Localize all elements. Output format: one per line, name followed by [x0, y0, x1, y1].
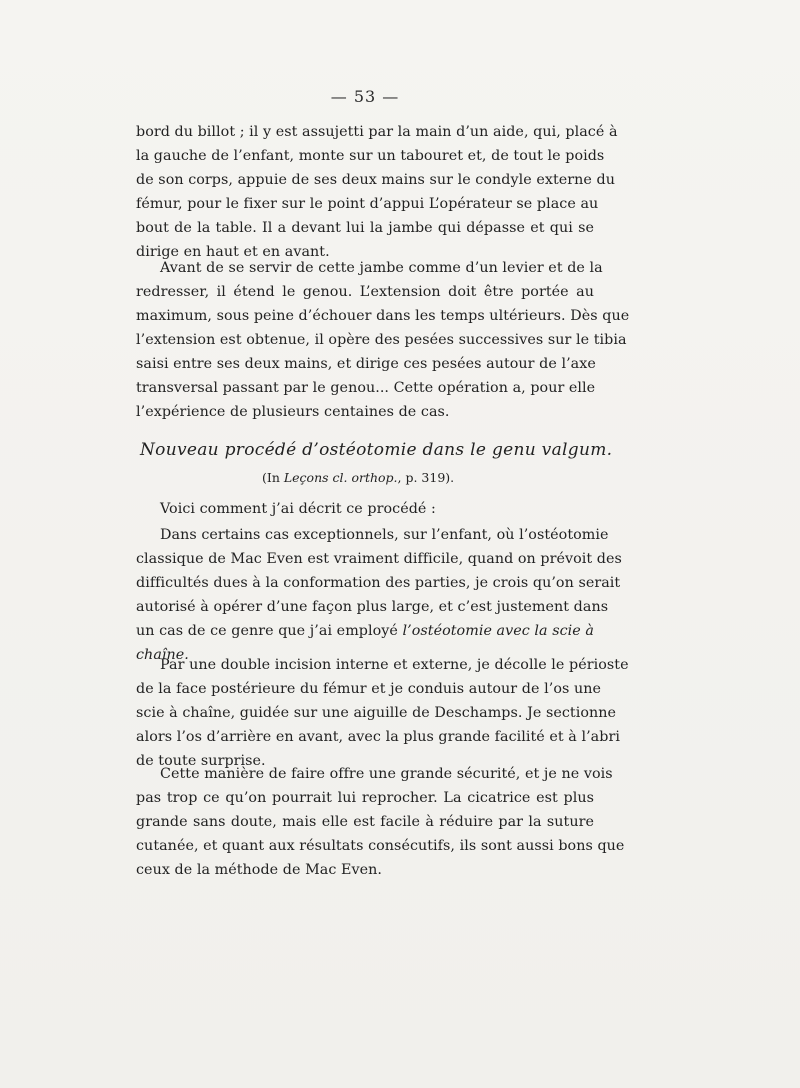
text-line: ceux de la méthode de Mac Even.: [136, 862, 382, 878]
italic-span: l’ostéotomie avec la scie à: [402, 623, 594, 639]
text-line: bord du billot ; il y est assujetti par la main d’un aide, qui, placé à: [136, 124, 618, 140]
text-line: bout de la table. Il a devant lui la jambe qui dépasse et qui se: [136, 220, 594, 236]
text-line: la gauche de l’enfant, monte sur un tabouret et, de tout le poids: [136, 148, 605, 164]
text-line: grande sans doute, mais elle est facile à réduire par la suture: [136, 814, 594, 830]
text-line: de la face postérieure du fémur et je conduis autour de l’os une: [136, 681, 601, 697]
text-line: Voici comment j’ai décrit ce procédé :: [160, 501, 436, 517]
text-line: pas trop ce qu’on pourrait lui reprocher. La cicatrice est plus: [136, 790, 594, 806]
text-line: de son corps, appuie de ses deux mains sur le condyle externe du: [136, 172, 615, 188]
text-line: maximum, sous peine d’échouer dans les temps ultérieurs. Dès que: [136, 308, 630, 324]
text-line: cutanée, et quant aux résultats consécutifs, ils sont aussi bons que: [136, 838, 625, 854]
citation-prefix: (In: [262, 470, 284, 485]
text-line: Par une double incision interne et externe, je décolle le périoste: [160, 657, 629, 673]
text-line: classique de Mac Even est vraiment difficile, quand on prévoit des: [136, 551, 622, 567]
text-line: transversal passant par le genou... Cette opération a, pour elle: [136, 380, 596, 396]
text-line: chaîne.: [136, 647, 189, 663]
text-line: [136, 619, 594, 643]
text-line: scie à chaîne, guidée sur une aiguille de Deschamps. Je sectionne: [136, 705, 617, 721]
text-line: autorisé à opérer d’une façon plus large, et c’est justement dans: [136, 599, 609, 615]
text-line: Avant de se servir de cette jambe comme d’un levier et de la: [160, 260, 603, 276]
text-line: saisi entre ses deux mains, et dirige ces pesées autour de l’axe: [136, 356, 596, 372]
text-line: difficultés dues à la conformation des parties, je crois qu’on serait: [136, 575, 621, 591]
page-number: — 53 —: [330, 87, 400, 106]
section-heading: Nouveau procédé d’ostéotomie dans le genu valgum.: [140, 440, 613, 460]
citation-suffix: , p. 319).: [397, 470, 455, 485]
text-line: Cette manière de faire offre une grande sécurité, et je ne vois: [160, 766, 613, 782]
text-span: un cas de ce genre que j’ai employé: [136, 623, 403, 639]
text-line: Dans certains cas exceptionnels, sur l’enfant, où l’ostéotomie: [160, 527, 609, 543]
text-line: l’extension est obtenue, il opère des pesées successives sur le tibia: [136, 332, 627, 348]
text-line: fémur, pour le fixer sur le point d’appui L’opérateur se place au: [136, 196, 599, 212]
text-line: dirige en haut et en avant.: [136, 244, 330, 260]
citation-source: Leçons cl. orthop.: [283, 470, 398, 485]
text-line: l’expérience de plusieurs centaines de cas.: [136, 404, 450, 420]
text-line: de toute surprise.: [136, 753, 266, 769]
text-line: alors l’os d’arrière en avant, avec la plus grande facilité et à l’abri: [136, 729, 620, 745]
citation: [262, 470, 454, 485]
text-line: redresser, il étend le genou. L’extension doit être portée au: [136, 284, 594, 300]
